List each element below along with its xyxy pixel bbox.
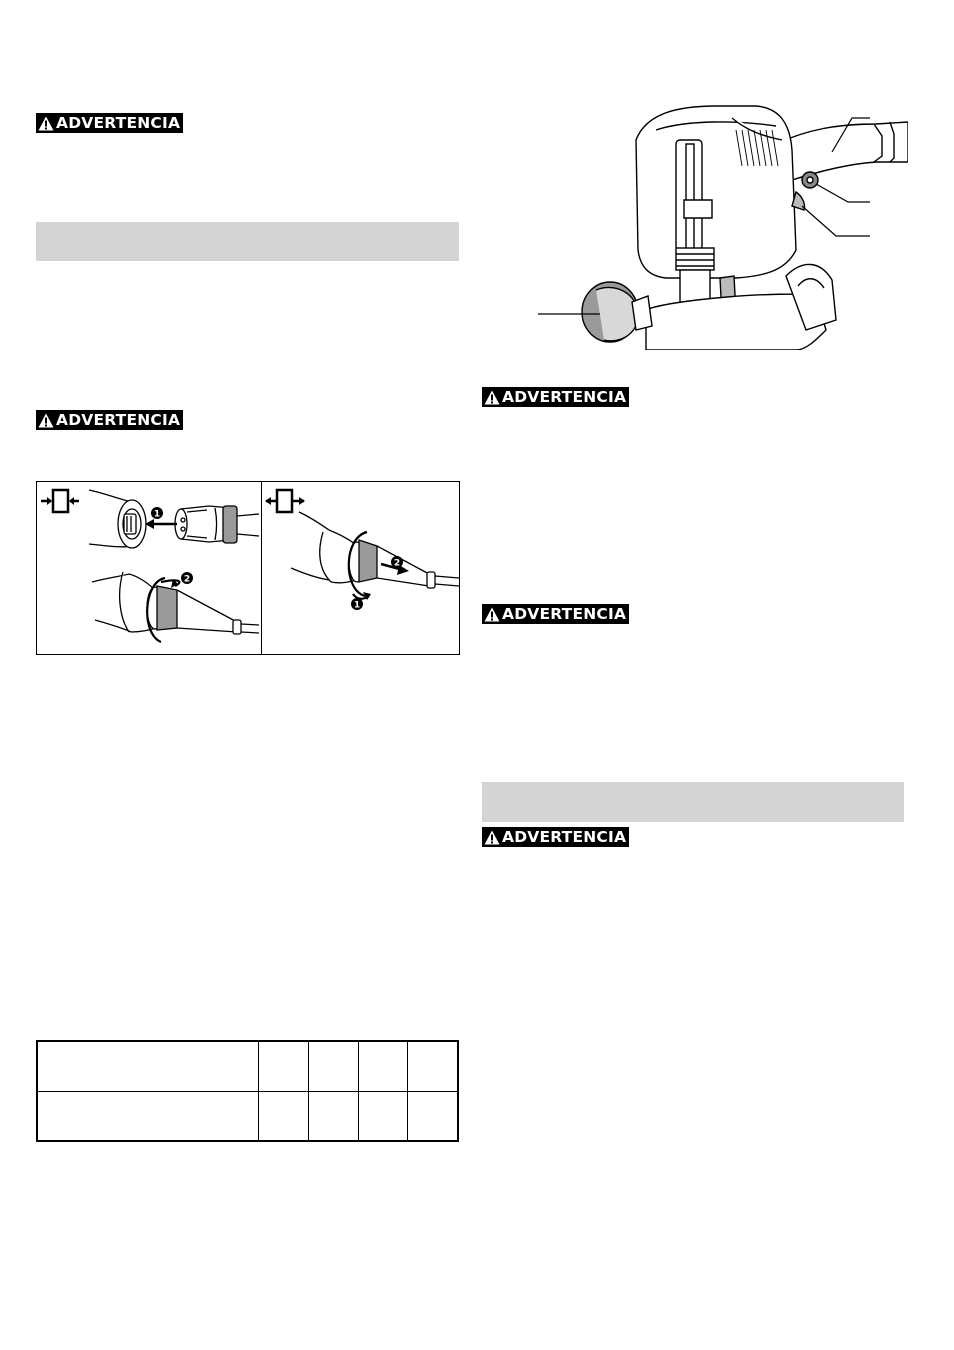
step-marker-1: 1 <box>153 509 161 520</box>
table-cell <box>309 1041 359 1091</box>
blank-table <box>36 1040 459 1142</box>
section-heading-bar-2 <box>482 782 904 822</box>
warning-text: ADVERTENCIA <box>502 828 627 846</box>
table-cell <box>309 1091 359 1141</box>
section-heading-bar-1 <box>36 222 459 261</box>
router-tool-illustration <box>536 100 908 350</box>
warning-triangle-icon <box>484 830 500 845</box>
warning-triangle-icon <box>38 413 54 428</box>
warning-text: ADVERTENCIA <box>56 411 181 429</box>
warning-text: ADVERTENCIA <box>56 114 181 132</box>
remove-arrows-icon <box>265 490 305 512</box>
step-marker-2: 2 <box>183 574 191 585</box>
table-cell <box>408 1041 458 1091</box>
warning-label-4 <box>482 604 629 624</box>
warning-triangle-icon <box>484 390 500 405</box>
table-cell <box>408 1091 458 1141</box>
step-marker-2: 2 <box>393 558 401 569</box>
warning-text: ADVERTENCIA <box>502 605 627 623</box>
insert-arrows-icon <box>41 490 79 512</box>
table-cell <box>37 1041 259 1091</box>
warning-label-2 <box>36 410 183 430</box>
collet-figure <box>36 481 460 655</box>
collet-illustration <box>37 482 459 654</box>
warning-triangle-icon <box>38 116 54 131</box>
warning-text: ADVERTENCIA <box>502 388 627 406</box>
warning-label-1 <box>36 113 183 133</box>
table-cell <box>358 1091 408 1141</box>
warning-triangle-icon <box>484 607 500 622</box>
table-cell <box>358 1041 408 1091</box>
table-cell <box>37 1091 259 1141</box>
table-cell <box>259 1041 309 1091</box>
step-marker-1: 1 <box>353 600 361 611</box>
warning-label-5 <box>482 827 629 847</box>
warning-label-3 <box>482 387 629 407</box>
table-cell <box>259 1091 309 1141</box>
